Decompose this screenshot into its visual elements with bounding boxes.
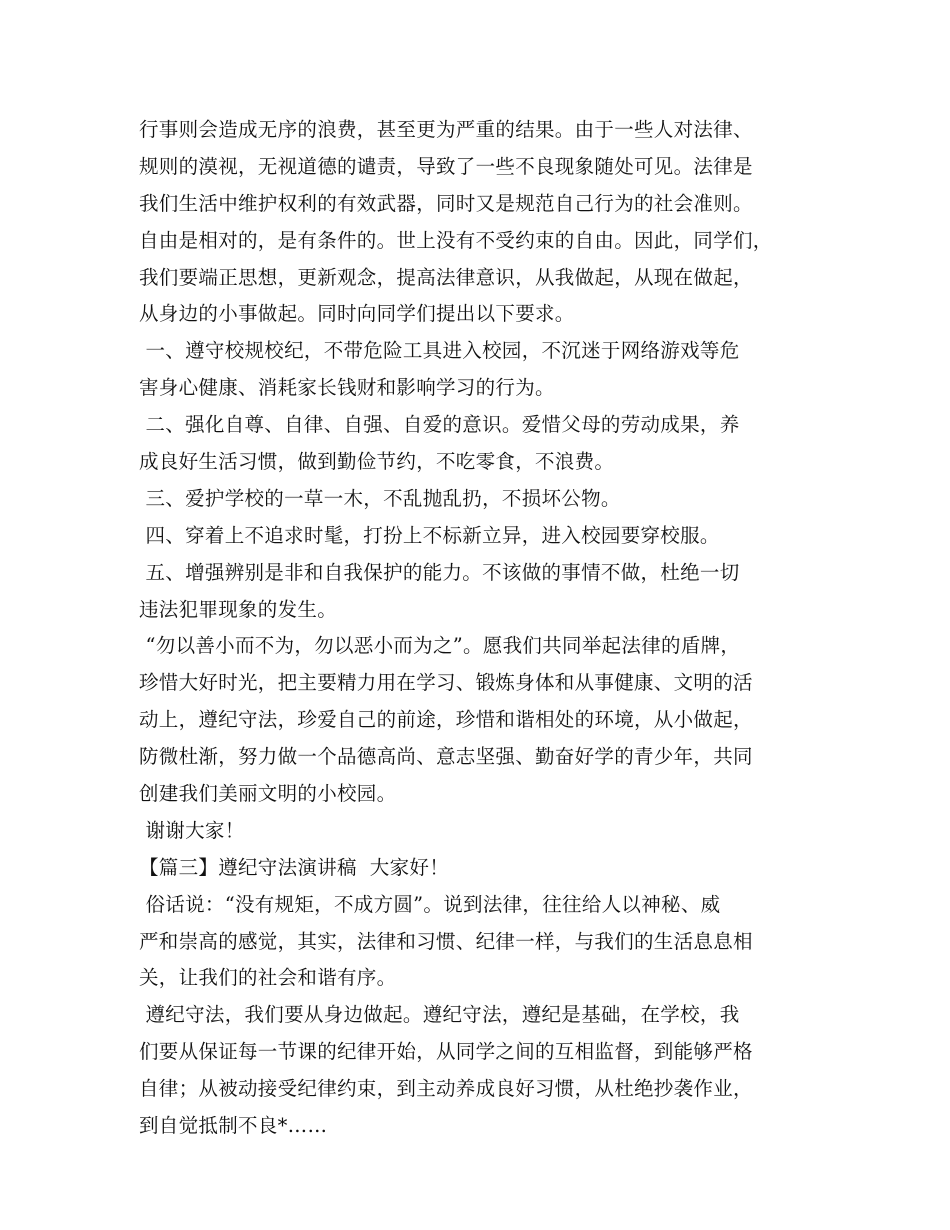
text-line: 俗话说：“没有规矩，不成方圆”。说到法律，往往给人以神秘、威 — [139, 892, 721, 916]
text-line: 从身边的小事做起。同时向同学们提出以下要求。 — [139, 302, 575, 326]
text-line: 自由是相对的，是有条件的。世上没有不受约束的自由。因此，同学们， — [139, 228, 773, 252]
text-line: 规则的漠视，无视道德的谴责，导致了一些不良现象随处可见。法律是 — [139, 154, 753, 178]
text-line: 违法犯罪现象的发生。 — [139, 597, 338, 621]
list-item-5: 五、增强辨别是非和自我保护的能力。不该做的事情不做，杜绝一切 — [139, 560, 740, 584]
text-line: 珍惜大好时光，把主要精力用在学习、锻炼身体和从事健康、文明的活 — [139, 671, 753, 695]
text-line: 我们要端正思想，更新观念，提高法律意识，从我做起，从现在做起， — [139, 265, 753, 289]
list-item-4: 四、穿着上不追求时髦，打扮上不标新立异，进入校园要穿校服。 — [139, 523, 720, 547]
text-line: 成良好生活习惯，做到勤俭节约，不吃零食，不浪费。 — [139, 450, 615, 474]
text-line: “勿以善小而不为，勿以恶小而为之”。愿我们共同举起法律的盾牌， — [139, 634, 741, 658]
text-line: 动上，遵纪守法，珍爱自己的前途，珍惜和谐相处的环境，从小做起， — [139, 708, 753, 732]
text-line: 严和崇高的感觉，其实，法律和习惯、纪律一样，与我们的生活息息相 — [139, 929, 753, 953]
text-line: 关，让我们的社会和谐有序。 — [139, 966, 397, 990]
text-line: 遵纪守法，我们要从身边做起。遵纪守法，遵纪是基础，在学校，我 — [139, 1003, 740, 1027]
closing-line: 谢谢大家！ — [139, 818, 245, 842]
text-line: 到自觉抵制不良*…… — [139, 1114, 328, 1138]
section-heading: 【篇三】遵纪守法演讲稿 大家好！ — [139, 855, 449, 879]
text-line: 创建我们美丽文明的小校园。 — [139, 782, 397, 806]
list-item-3: 三、爱护学校的一草一木，不乱抛乱扔，不损坏公物。 — [139, 486, 621, 510]
text-line: 防微杜渐，努力做一个品德高尚、意志坚强、勤奋好学的青少年，共同 — [139, 745, 753, 769]
text-line: 我们生活中维护权利的有效武器，同时又是规范自己行为的社会准则。 — [139, 191, 753, 215]
document-body — [139, 112, 839, 1145]
text-line: 自律；从被动接受纪律约束，到主动养成良好习惯，从杜绝抄袭作业， — [139, 1077, 753, 1101]
list-item-1: 一、遵守校规校纪，不带危险工具进入校园，不沉迷于网络游戏等危 — [139, 339, 740, 363]
text-line: 害身心健康、消耗家长钱财和影响学习的行为。 — [139, 376, 555, 400]
text-line: 们要从保证每一节课的纪律开始，从同学之间的互相监督，到能够严格 — [139, 1040, 753, 1064]
list-item-2: 二、强化自尊、自律、自强、自爱的意识。爱惜父母的劳动成果，养 — [139, 413, 740, 437]
text-line: 行事则会造成无序的浪费，甚至更为严重的结果。由于一些人对法律、 — [139, 118, 753, 141]
